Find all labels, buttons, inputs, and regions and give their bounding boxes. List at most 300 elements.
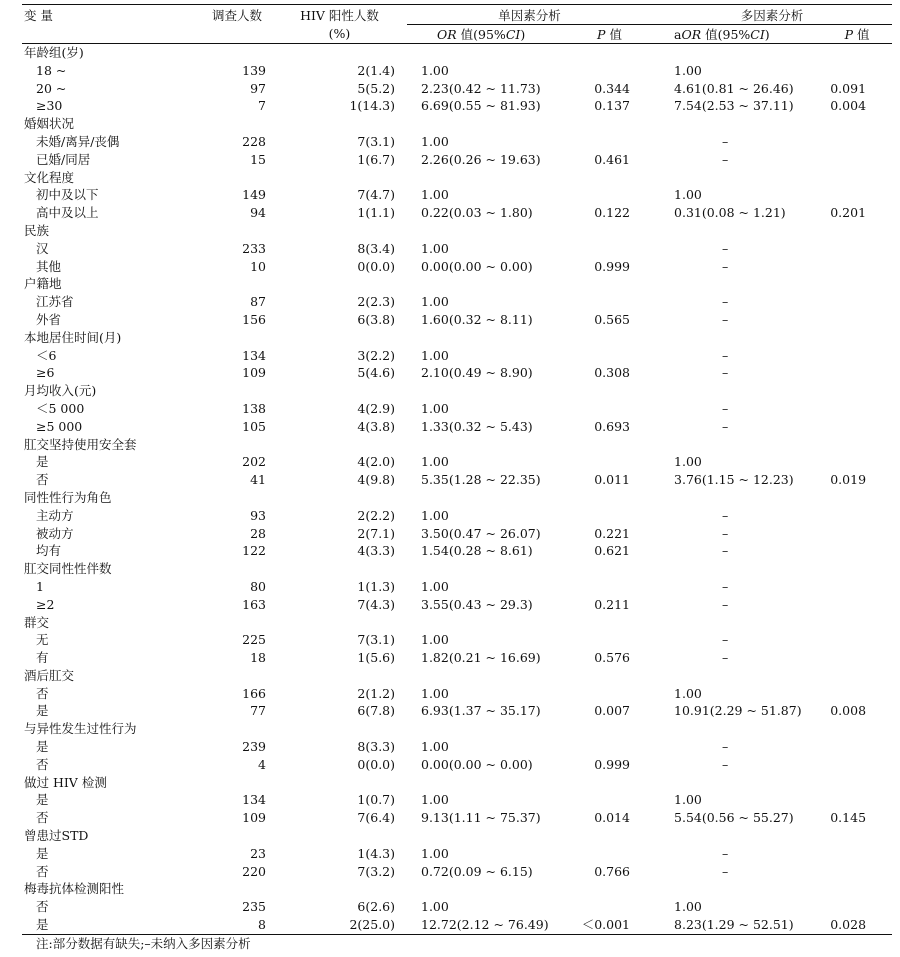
table-row [22,756,892,774]
table-row [22,507,892,525]
cell-or: 3.55(0.43 ~ 29.3) [421,596,533,612]
cell-sample-size: 23 [250,845,266,861]
cell-aor: 7.54(2.53 ~ 37.11) [674,98,794,114]
group-label: 本地居住时间(月) [24,329,122,345]
cell-aor: – [722,365,729,381]
cell-p [567,133,652,151]
header-aor-b: OR [681,27,702,42]
cell-sample-size: 97 [250,80,266,96]
cell-category: 是 [36,454,49,470]
cell-category: 其他 [36,258,62,274]
cell-hiv-positive: 7(3.1) [357,632,395,648]
table-group-row [22,614,892,632]
cell-or: 1.33(0.32 ~ 5.43) [421,418,533,434]
table-group-row [22,275,892,293]
cell-aor: 1.00 [674,62,702,78]
table-group-row [22,329,892,347]
group-label: 月均收入(元) [24,383,97,399]
cell-p: 0.308 [594,365,631,381]
cell-p: 0.211 [594,596,631,612]
header-or-b: 值(95% [456,27,506,42]
cell-sample-size: 87 [250,294,266,310]
cell-sample-size: 77 [250,703,266,719]
cell-category: 有 [36,650,49,666]
cell-aor: 1.00 [674,685,702,701]
cell-p [567,347,652,365]
cell-adjusted-p [822,293,892,311]
cell-adjusted-p [822,525,892,543]
table-row [22,649,892,667]
cell-p: 0.999 [594,756,631,772]
cell-adjusted-p [822,898,892,916]
cell-sample-size: 41 [250,472,266,488]
cell-sample-size: 134 [242,792,266,808]
cell-hiv-positive: 4(2.9) [357,400,395,416]
group-label: 年龄组(岁) [24,45,84,60]
cell-hiv-positive: 1(1.1) [357,205,395,221]
cell-adjusted-p [822,418,892,436]
cell-sample-size: 109 [242,810,266,826]
cell-adjusted-p [822,542,892,560]
cell-hiv-positive: 2(1.4) [357,62,395,78]
cell-aor: – [722,739,729,755]
table-row [22,578,892,596]
cell-p: ＜0.001 [581,917,631,933]
group-label: 婚姻状况 [24,116,75,132]
cell-p: 0.693 [594,418,631,434]
cell-hiv-positive: 0(0.0) [357,756,395,772]
group-label: 肛交坚持使用安全套 [24,436,137,452]
cell-hiv-positive: 1(4.3) [357,845,395,861]
cell-p [567,240,652,258]
cell-or: 0.22(0.03 ~ 1.80) [421,205,533,221]
cell-category: 否 [36,863,49,879]
cell-adjusted-p [822,240,892,258]
cell-sample-size: 15 [250,151,266,167]
cell-or: 1.00 [421,685,449,701]
table-group-row [22,44,892,62]
group-label: 酒后肛交 [24,667,75,683]
cell-or: 2.26(0.26 ~ 19.63) [421,151,541,167]
cell-adjusted-p [822,631,892,649]
cell-sample-size: 122 [242,543,266,559]
cell-adjusted-p [822,258,892,276]
table-row [22,311,892,329]
cell-p [567,186,652,204]
table-group-row [22,222,892,240]
cell-p: 0.007 [594,703,631,719]
cell-aor: 1.00 [674,454,702,470]
cell-or: 1.00 [421,294,449,310]
cell-p: 0.344 [594,80,631,96]
table-row [22,809,892,827]
table-group-row [22,880,892,898]
header-or [407,25,567,44]
cell-sample-size: 138 [242,400,266,416]
cell-p [567,400,652,418]
group-label: 做过 HIV 检测 [24,774,107,790]
cell-adjusted-p [822,133,892,151]
cell-or: 0.00(0.00 ~ 0.00) [421,258,533,274]
cell-aor: 5.54(0.56 ~ 55.27) [674,810,794,826]
cell-category: 18 ~ [36,62,67,78]
cell-category: 无 [36,632,49,648]
cell-hiv-positive: 4(3.3) [357,543,395,559]
table-row [22,631,892,649]
cell-sample-size: 239 [242,739,266,755]
cell-aor: – [722,240,729,256]
cell-p: 0.565 [594,311,631,327]
cell-p: 0.137 [594,98,631,114]
cell-sample-size: 139 [242,62,266,78]
cell-aor: – [722,294,729,310]
cell-aor: – [722,151,729,167]
cell-category: ≥30 [36,98,63,114]
header-multivariate: 多因素分析 [652,5,892,25]
group-label: 肛交同性性伴数 [24,561,112,577]
cell-hiv-positive: 2(2.2) [357,507,395,523]
table-row [22,258,892,276]
table-group-row [22,667,892,685]
cell-category: 已婚/同居 [36,151,91,167]
cell-or: 1.00 [421,400,449,416]
cell-aor: – [722,347,729,363]
table-row [22,133,892,151]
header-hiv-positive: HIV 阳性人数 [300,8,379,24]
cell-category: 汉 [36,240,49,256]
cell-category: 20 ~ [36,80,67,96]
cell-hiv-positive: 8(3.3) [357,739,395,755]
table-row [22,863,892,881]
cell-or: 1.00 [421,62,449,78]
cell-aor: – [722,133,729,149]
cell-hiv-positive: 3(2.2) [357,347,395,363]
cell-or: 1.00 [421,133,449,149]
cell-sample-size: 80 [250,578,266,594]
table-group-row [22,436,892,454]
header-sample-size: 调查人数 [211,8,262,23]
table-row [22,204,892,222]
cell-p: 0.122 [594,205,631,221]
cell-adjusted-p: 0.019 [830,472,867,488]
group-label: 民族 [24,222,50,238]
cell-category: 是 [36,917,49,933]
table-group-row [22,115,892,133]
cell-sample-size: 4 [258,756,266,772]
cell-sample-size: 28 [250,525,266,541]
cell-or: 3.50(0.47 ~ 26.07) [421,525,541,541]
cell-aor: – [722,525,729,541]
table-row [22,685,892,703]
cell-sample-size: 109 [242,365,266,381]
cell-adjusted-p [822,863,892,881]
cell-sample-size: 233 [242,240,266,256]
cell-aor: – [722,418,729,434]
cell-adjusted-p: 0.004 [830,98,867,114]
cell-p: 0.766 [594,863,631,879]
cell-aor: – [722,507,729,523]
cell-p [567,685,652,703]
cell-hiv-positive: 7(4.3) [357,596,395,612]
cell-aor: – [722,863,729,879]
table-group-row [22,774,892,792]
cell-adjusted-p [822,596,892,614]
cell-aor: – [722,845,729,861]
table-row [22,471,892,489]
cell-or: 1.00 [421,578,449,594]
cell-hiv-positive: 7(4.7) [357,187,395,203]
cell-adjusted-p [822,578,892,596]
cell-sample-size: 7 [258,98,266,114]
table-group-row [22,560,892,578]
header-p [567,25,652,44]
table-row [22,791,892,809]
cell-hiv-positive: 2(2.3) [357,294,395,310]
cell-hiv-positive: 1(0.7) [357,792,395,808]
header-or-a: OR [437,27,457,42]
header-variable: 变 量 [24,8,53,23]
cell-category: 是 [36,703,49,719]
table-group-row [22,489,892,507]
table-footnote: 注:部分数据有缺失;–未纳入多因素分析 [36,936,251,951]
table-row [22,62,892,80]
table-row [22,364,892,382]
group-label: 群交 [24,614,50,630]
cell-sample-size: 228 [242,133,266,149]
cell-hiv-positive: 2(7.1) [357,525,395,541]
cell-aor: – [722,258,729,274]
header-p-b: 值 [605,27,622,42]
cell-or: 1.00 [421,240,449,256]
cell-or: 0.00(0.00 ~ 0.00) [421,756,533,772]
cell-adjusted-p [822,791,892,809]
table-group-row [22,827,892,845]
cell-p: 0.576 [594,650,631,666]
cell-category: 外省 [36,311,62,327]
cell-sample-size: 202 [242,454,266,470]
group-label: 与异性发生过性行为 [24,721,137,737]
cell-category: 江苏省 [36,294,74,310]
cell-aor: – [722,400,729,416]
table-group-row [22,169,892,187]
cell-or: 9.13(1.11 ~ 75.37) [421,810,541,826]
table-row [22,293,892,311]
cell-aor: 1.00 [674,899,702,915]
cell-p [567,578,652,596]
header-adjusted-p [822,25,892,44]
cell-adjusted-p [822,364,892,382]
cell-category: ＜5 000 [36,400,85,416]
cell-or: 1.54(0.28 ~ 8.61) [421,543,533,559]
cell-aor: – [722,578,729,594]
cell-or: 1.82(0.21 ~ 16.69) [421,650,541,666]
cell-aor: – [722,311,729,327]
table-row [22,186,892,204]
cell-hiv-positive: 7(3.1) [357,133,395,149]
cell-adjusted-p [822,649,892,667]
header-ap-a: P [844,27,853,42]
table-header [22,5,892,44]
table-row [22,702,892,720]
table-row [22,845,892,863]
table-row [22,151,892,169]
cell-or: 1.00 [421,792,449,808]
cell-hiv-positive: 0(0.0) [357,258,395,274]
cell-p: 0.621 [594,543,631,559]
header-aor [652,25,822,44]
cell-category: 被动方 [36,525,74,541]
cell-hiv-positive: 6(3.8) [357,311,395,327]
cell-adjusted-p [822,62,892,80]
header-aor-d: CI [750,27,765,42]
group-label: 同性性行为角色 [24,489,112,505]
cell-category: 主动方 [36,507,74,523]
cell-category: 均有 [36,543,62,559]
cell-p [567,631,652,649]
table-row [22,738,892,756]
cell-adjusted-p: 0.008 [830,703,867,719]
cell-or: 2.23(0.42 ~ 11.73) [421,80,541,96]
cell-hiv-positive: 4(9.8) [357,472,395,488]
cell-adjusted-p [822,453,892,471]
table-row [22,916,892,934]
table-row [22,525,892,543]
cell-p [567,898,652,916]
cell-hiv-positive: 7(6.4) [357,810,395,826]
cell-adjusted-p [822,400,892,418]
table-row [22,240,892,258]
cell-category: 是 [36,739,49,755]
header-or-d: ) [520,27,526,42]
cell-hiv-positive: 6(7.8) [357,703,395,719]
cell-p: 0.011 [594,472,631,488]
cell-or: 1.00 [421,187,449,203]
cell-sample-size: 163 [242,596,266,612]
cell-aor: – [722,632,729,648]
cell-sample-size: 166 [242,685,266,701]
cell-sample-size: 134 [242,347,266,363]
table-row [22,80,892,98]
cell-sample-size: 8 [258,917,266,933]
cell-adjusted-p [822,347,892,365]
risk-factor-table [22,4,892,935]
cell-hiv-positive: 2(25.0) [349,917,395,933]
table-row [22,418,892,436]
cell-p [567,453,652,471]
cell-or: 1.00 [421,454,449,470]
cell-or: 6.69(0.55 ~ 81.93) [421,98,541,114]
cell-category: 否 [36,899,49,915]
cell-aor: 1.00 [674,792,702,808]
cell-sample-size: 10 [250,258,266,274]
cell-category: ≥5 000 [36,418,83,434]
cell-sample-size: 156 [242,311,266,327]
cell-aor: 10.91(2.29 ~ 51.87) [674,703,802,719]
cell-adjusted-p [822,756,892,774]
cell-or: 6.93(1.37 ~ 35.17) [421,703,541,719]
cell-hiv-positive: 1(14.3) [349,98,395,114]
cell-sample-size: 18 [250,650,266,666]
cell-aor: – [722,596,729,612]
cell-adjusted-p: 0.091 [830,80,867,96]
cell-hiv-positive: 1(1.3) [357,578,395,594]
cell-aor: – [722,650,729,666]
cell-category: ≥2 [36,596,55,612]
cell-or: 1.60(0.32 ~ 8.11) [421,311,533,327]
cell-category: 否 [36,685,49,701]
cell-sample-size: 235 [242,899,266,915]
header-aor-c: 值(95% [701,27,751,42]
cell-aor: – [722,756,729,772]
cell-adjusted-p [822,845,892,863]
cell-category: 是 [36,845,49,861]
cell-p [567,738,652,756]
header-hiv-unit: (%) [328,26,351,42]
cell-hiv-positive: 6(2.6) [357,899,395,915]
cell-aor: 4.61(0.81 ~ 26.46) [674,80,794,96]
cell-or: 1.00 [421,507,449,523]
cell-or: 1.00 [421,845,449,861]
cell-adjusted-p: 0.028 [830,917,867,933]
cell-adjusted-p: 0.145 [830,810,867,826]
cell-p [567,293,652,311]
cell-sample-size: 93 [250,507,266,523]
cell-hiv-positive: 5(5.2) [357,80,395,96]
cell-category: 1 [36,578,44,594]
cell-p [567,62,652,80]
group-label: 曾患过STD [24,828,89,844]
cell-or: 5.35(1.28 ~ 22.35) [421,472,541,488]
cell-adjusted-p [822,151,892,169]
cell-hiv-positive: 4(2.0) [357,454,395,470]
cell-hiv-positive: 2(1.2) [357,685,395,701]
cell-adjusted-p: 0.201 [830,205,867,221]
table-row [22,453,892,471]
cell-p [567,791,652,809]
cell-aor: 3.76(1.15 ~ 12.23) [674,472,794,488]
cell-sample-size: 220 [242,863,266,879]
cell-p: 0.221 [594,525,631,541]
cell-sample-size: 105 [242,418,266,434]
header-ap-b: 值 [852,27,870,42]
cell-or: 1.00 [421,347,449,363]
table-body [22,44,892,935]
cell-category: 未婚/离异/丧偶 [36,133,120,149]
cell-hiv-positive: 1(5.6) [357,650,395,666]
table-row [22,596,892,614]
table-row [22,97,892,115]
cell-sample-size: 225 [242,632,266,648]
cell-hiv-positive: 5(4.6) [357,365,395,381]
header-aor-a: a [674,27,682,42]
cell-adjusted-p [822,738,892,756]
cell-or: 1.00 [421,632,449,648]
cell-hiv-positive: 4(3.8) [357,418,395,434]
table-row [22,542,892,560]
header-univariate: 单因素分析 [407,5,652,25]
cell-category: ≥6 [36,365,55,381]
cell-aor: 8.23(1.29 ~ 52.51) [674,917,794,933]
table-row [22,347,892,365]
table-row [22,400,892,418]
header-or-c: CI [505,27,521,42]
cell-category: 初中及以下 [36,187,99,203]
group-label: 梅毒抗体检测阳性 [24,881,125,897]
cell-adjusted-p [822,507,892,525]
cell-adjusted-p [822,311,892,329]
header-p-a: P [597,27,606,42]
cell-or: 1.00 [421,899,449,915]
